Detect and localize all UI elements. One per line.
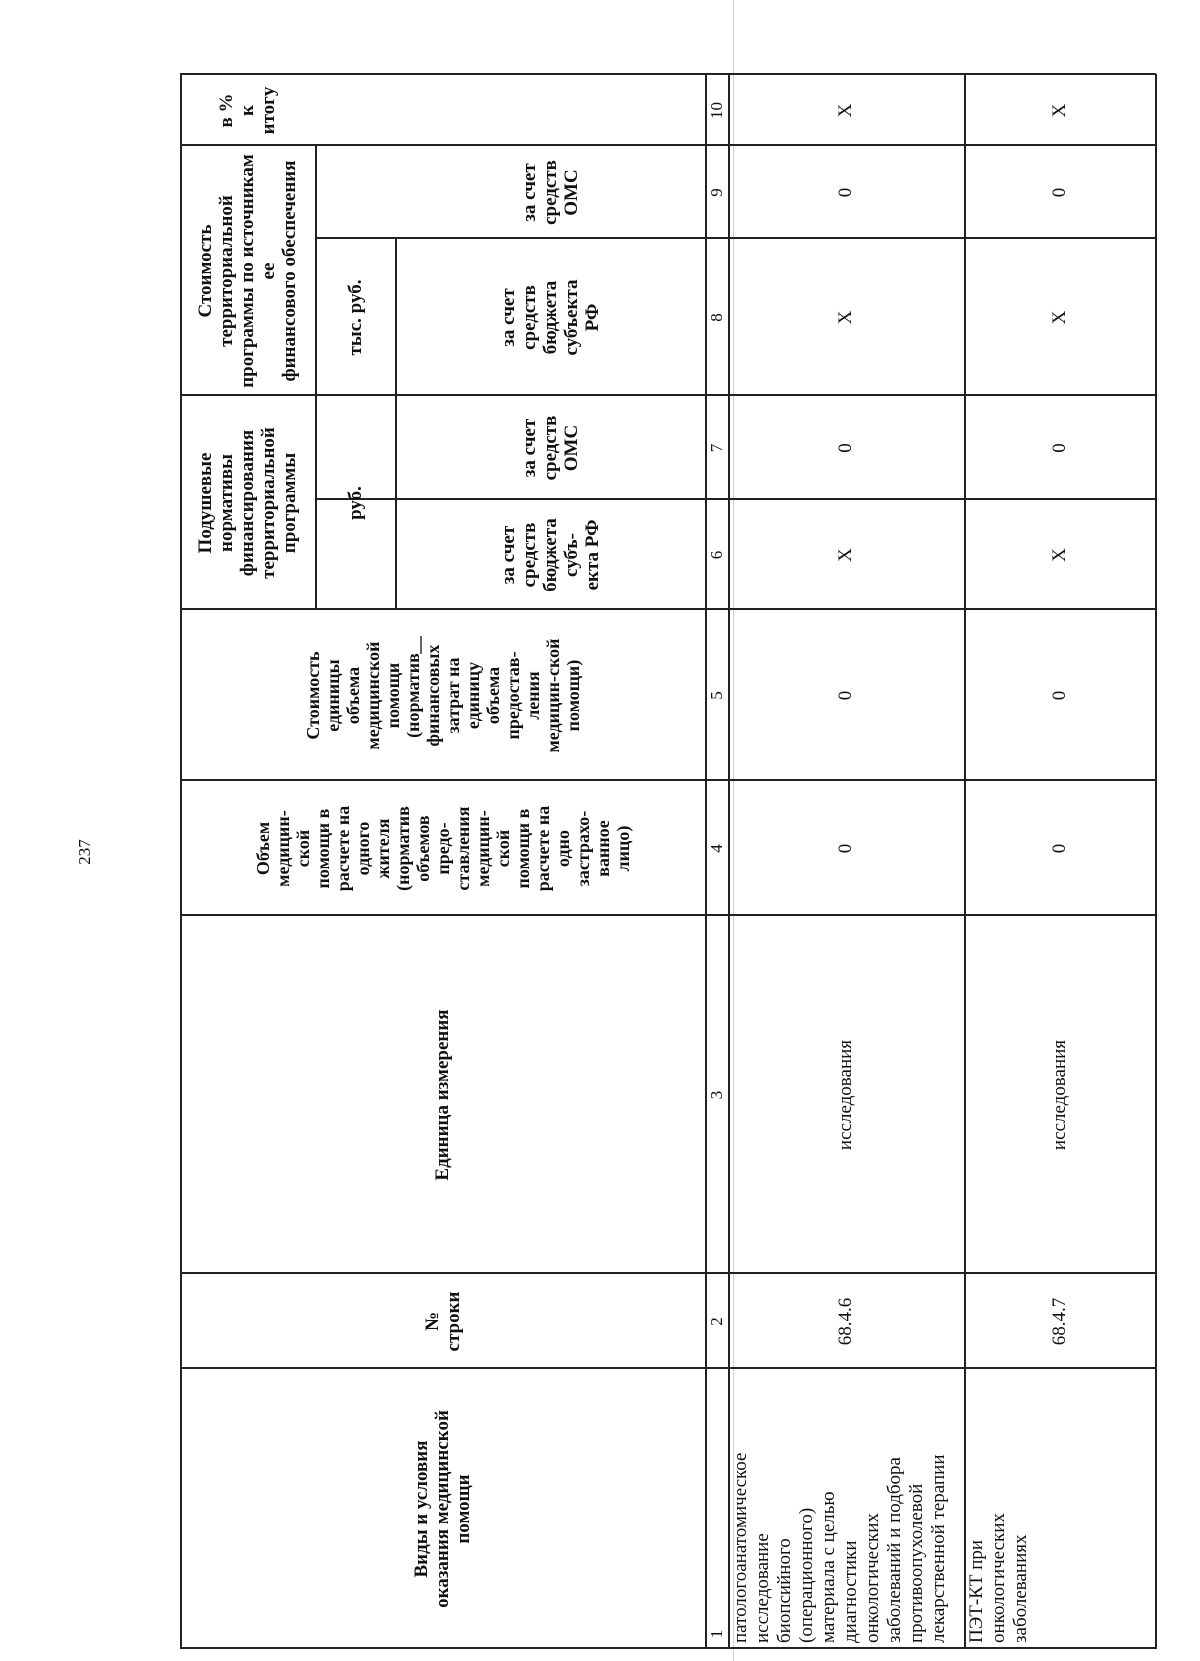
header-cost-percent: в % к итогу [216, 86, 279, 135]
header-cost-oms: за счет средств ОМС [518, 160, 582, 225]
table-row-unit: исследования [835, 1039, 856, 1151]
table-row-number: 68.4.6 [835, 1297, 856, 1346]
column-number: 3 [706, 1090, 726, 1100]
table-row-per-capita-oms: 0 [835, 443, 856, 453]
column-number: 8 [706, 313, 726, 322]
table-row-name: патологоанатомическое исследование биопсийного (операционного) материала с целью диагностики онкологических заболеваний и подбора противоопухолевой лекарственной терапии [730, 1452, 949, 1643]
table-row-unit-cost: 0 [835, 690, 856, 701]
column-number: 10 [706, 102, 726, 119]
header-per-capita-unit: руб. [344, 486, 366, 520]
header-cost-unit: тыс. руб. [344, 279, 366, 356]
column-number: 2 [706, 1317, 726, 1326]
table-row-name: ПЭТ-КТ при онкологических заболеваниях [966, 1513, 1031, 1643]
header-volume: Объем медицин- ской помощи в расчете на одного жителя (норматив объемов предо- ставления медицин- ской помощи в расчете на одно застрахо- ванное лицо) [252, 805, 633, 892]
table-row-unit-cost: 0 [1048, 690, 1070, 701]
column-number: 5 [706, 691, 726, 700]
header-per-capita: Подушевые нормативы финансирования территориальной программы [195, 427, 300, 579]
table-row-number: 68.4.7 [1048, 1297, 1070, 1346]
table-row-volume: 0 [1048, 843, 1070, 854]
column-number: 4 [706, 844, 726, 853]
table-row-cost-budget: X [1048, 310, 1070, 325]
table-row-cost-oms: 0 [835, 187, 856, 198]
table-row-cost-percent: X [835, 103, 856, 118]
financing-table [0, 61, 1200, 1661]
table-row-cost-oms: 0 [1048, 187, 1070, 198]
rotated-page [0, 61, 1200, 1661]
table-row-cost-budget: X [835, 310, 856, 325]
column-number: 9 [706, 188, 726, 197]
table-border-bottom [1155, 74, 1157, 1649]
table-row-volume: 0 [835, 843, 856, 854]
header-per-capita-oms: за счет средств ОМС [518, 415, 582, 481]
page-number: 237 [75, 839, 94, 865]
table-row-per-capita-budget: X [1048, 548, 1070, 562]
header-cost-total: Стоимость территориальной программы по источникам ее финансового обеспечения [195, 154, 300, 388]
table-row-unit: исследования [1048, 1039, 1070, 1151]
column-number: 1 [706, 1629, 726, 1639]
header-cost-budget: за счет средств бюджета субъекта РФ [497, 279, 603, 356]
column-number: 7 [706, 443, 726, 453]
header-per-capita-budget: за счет средств бюджета субъ- екта РФ [497, 518, 603, 592]
table-row-per-capita-budget: X [835, 548, 856, 562]
header-row-number: № строки [421, 1291, 464, 1352]
header-unit: Единица измерения [432, 1009, 453, 1181]
header-unit-cost: Стоимость единицы объема медицинской помощи (норматив финансовых затрат на единицу объема предостав- ления медицин-ской помощи) [302, 638, 583, 753]
table-row-cost-percent: X [1048, 103, 1070, 118]
table-row-per-capita-oms: 0 [1048, 443, 1070, 453]
header-kind: Виды и условия оказания медицинской помощи [411, 1410, 474, 1608]
column-number: 6 [706, 550, 726, 560]
